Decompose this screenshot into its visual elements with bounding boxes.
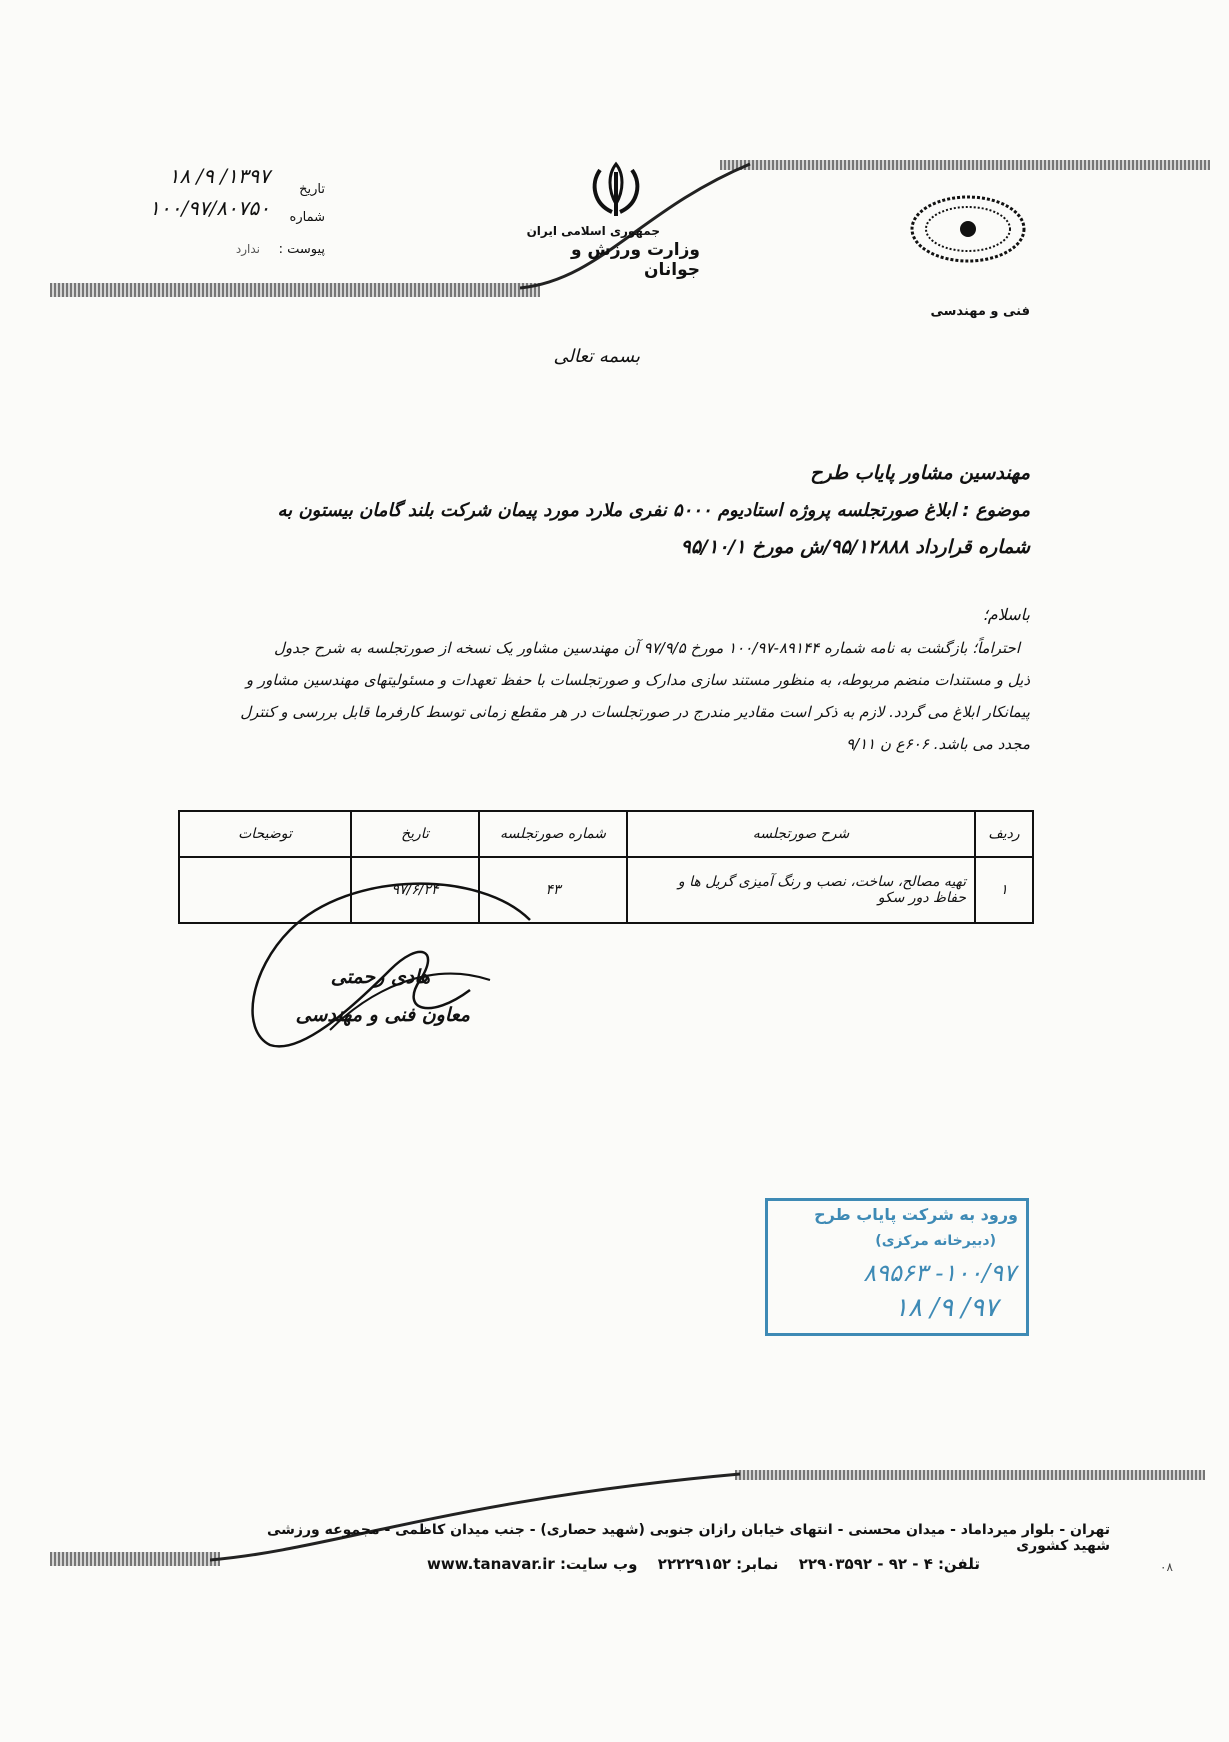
addressee: مهندسین مشاور پایاب طرح [810,462,1030,484]
date-label: تاریخ [299,182,325,197]
invocation: بسمه تعالی [553,346,640,367]
attachment-value: ندارد [235,242,260,256]
col-header-number: شماره صورتجلسه [479,811,627,857]
table-header-row [179,811,1033,857]
footer-contact [380,1554,980,1573]
header-band-left [50,283,540,297]
greeting: باسلام؛ [982,605,1030,624]
ministry-logo-icon [908,194,1028,264]
footer-band-left [50,1552,220,1566]
header-band-right [720,160,1210,170]
date-value: ۱۳۹۷/ ۹/ ۱۸ [168,164,270,188]
body-line-4: مجدد می باشد. ۶۰۶ع ن ۹/۱۱ [846,735,1030,753]
col-header-notes: توضیحات [179,811,351,857]
body-line-1: احتراماً؛ بازگشت به نامه شماره ۸۹۱۴۴-۱۰۰/۹۷ مورخ ۹۷/۹/۵ آن مهندسین مشاور یک نسخه از صورتجلسه به شرح جدول [274,639,1020,657]
stamp-line-1: ورود به شرکت پایاب طرح [814,1205,1018,1224]
row-number: ۴۳ [479,857,627,923]
col-header-index: ردیف [975,811,1033,857]
ministry-name: وزارت ورزش و جوانان [570,240,700,280]
receipt-stamp [765,1198,1029,1336]
row-description-line-1: تهیه مصالح، ساخت، نصب و رنگ آمیزی گریل ها و [677,874,966,890]
col-header-description: شرح صورتجلسه [627,811,975,857]
stamp-number: ۱۰۰/۹۷- ۸۹۵۶۳ [863,1259,1016,1287]
subject-line-2: شماره قرارداد ۹۵/۱۲۸۸۸/ش مورخ ۹۵/۱۰/۱ [680,536,1030,558]
attachment-label: پیوست : [278,242,325,257]
stamp-date: ۹۷/ ۹/ ۱۸ [894,1293,998,1323]
row-description [627,857,975,923]
department-label: فنی و مهندسی [930,304,1030,319]
website-link[interactable]: www.tanavar.ir [427,1555,555,1573]
body-line-3: پیمانکار ابلاغ می گردد. لازم به ذکر است مقادیر مندرج در صورتجلسات در هر مقطع زمانی توسط کارفرما قابل بررسی و کنترل [240,703,1030,721]
number-label: شماره [289,210,325,225]
gov-line: جمهوری اسلامی ایران [526,224,660,238]
fax-label: نمابر: [736,1555,779,1573]
col-header-date: تاریخ [351,811,479,857]
signatory-name: هادی رحمتی [330,966,430,988]
body-line-2: ذیل و مستندات منضم مربوطه، به منظور مستند سازی مدارک و صورتجلسات با حفظ تعهدات و مسئولیتهای مهندسین مشاور و [245,671,1030,689]
number-value: ۱۰۰/۹۷/۸۰۷۵۰ [149,196,270,220]
iran-emblem-icon [588,160,644,222]
website-label: وب سایت: [559,1555,638,1573]
stamp-line-2: (دبیرخانه مرکزی) [875,1233,996,1249]
page-mark: ٠٨ [1160,1560,1173,1574]
row-description-line-2: حفاظ دور سکو [877,890,966,906]
phone-value: ۴ - ۹۲ - ۲۲۹۰۳۵۹۲ [798,1555,933,1573]
row-date: ۹۷/۶/۲۴ [351,857,479,923]
signatory-title: معاون فنی و مهندسی [295,1004,470,1026]
footer-band-right [735,1470,1205,1480]
fax-value: ۲۲۲۲۹۱۵۲ [657,1555,732,1573]
footer-address: تهران - بلوار میرداماد - میدان محسنی - انتهای خیابان رازان جنوبی (شهید حصاری) - جنب میدان کاظمی - مجموعه ورزشی شهید کشوری [266,1522,1110,1554]
phone-label: تلفن: [937,1555,980,1573]
subject-line-1: موضوع : ابلاغ صورتجلسه پروژه استادیوم ۵۰۰۰ نفری ملارد مورد پیمان شرکت بلند گامان بیستون به [277,500,1030,521]
signature-scribble [230,860,550,1060]
row-index: ۱ [975,857,1033,923]
